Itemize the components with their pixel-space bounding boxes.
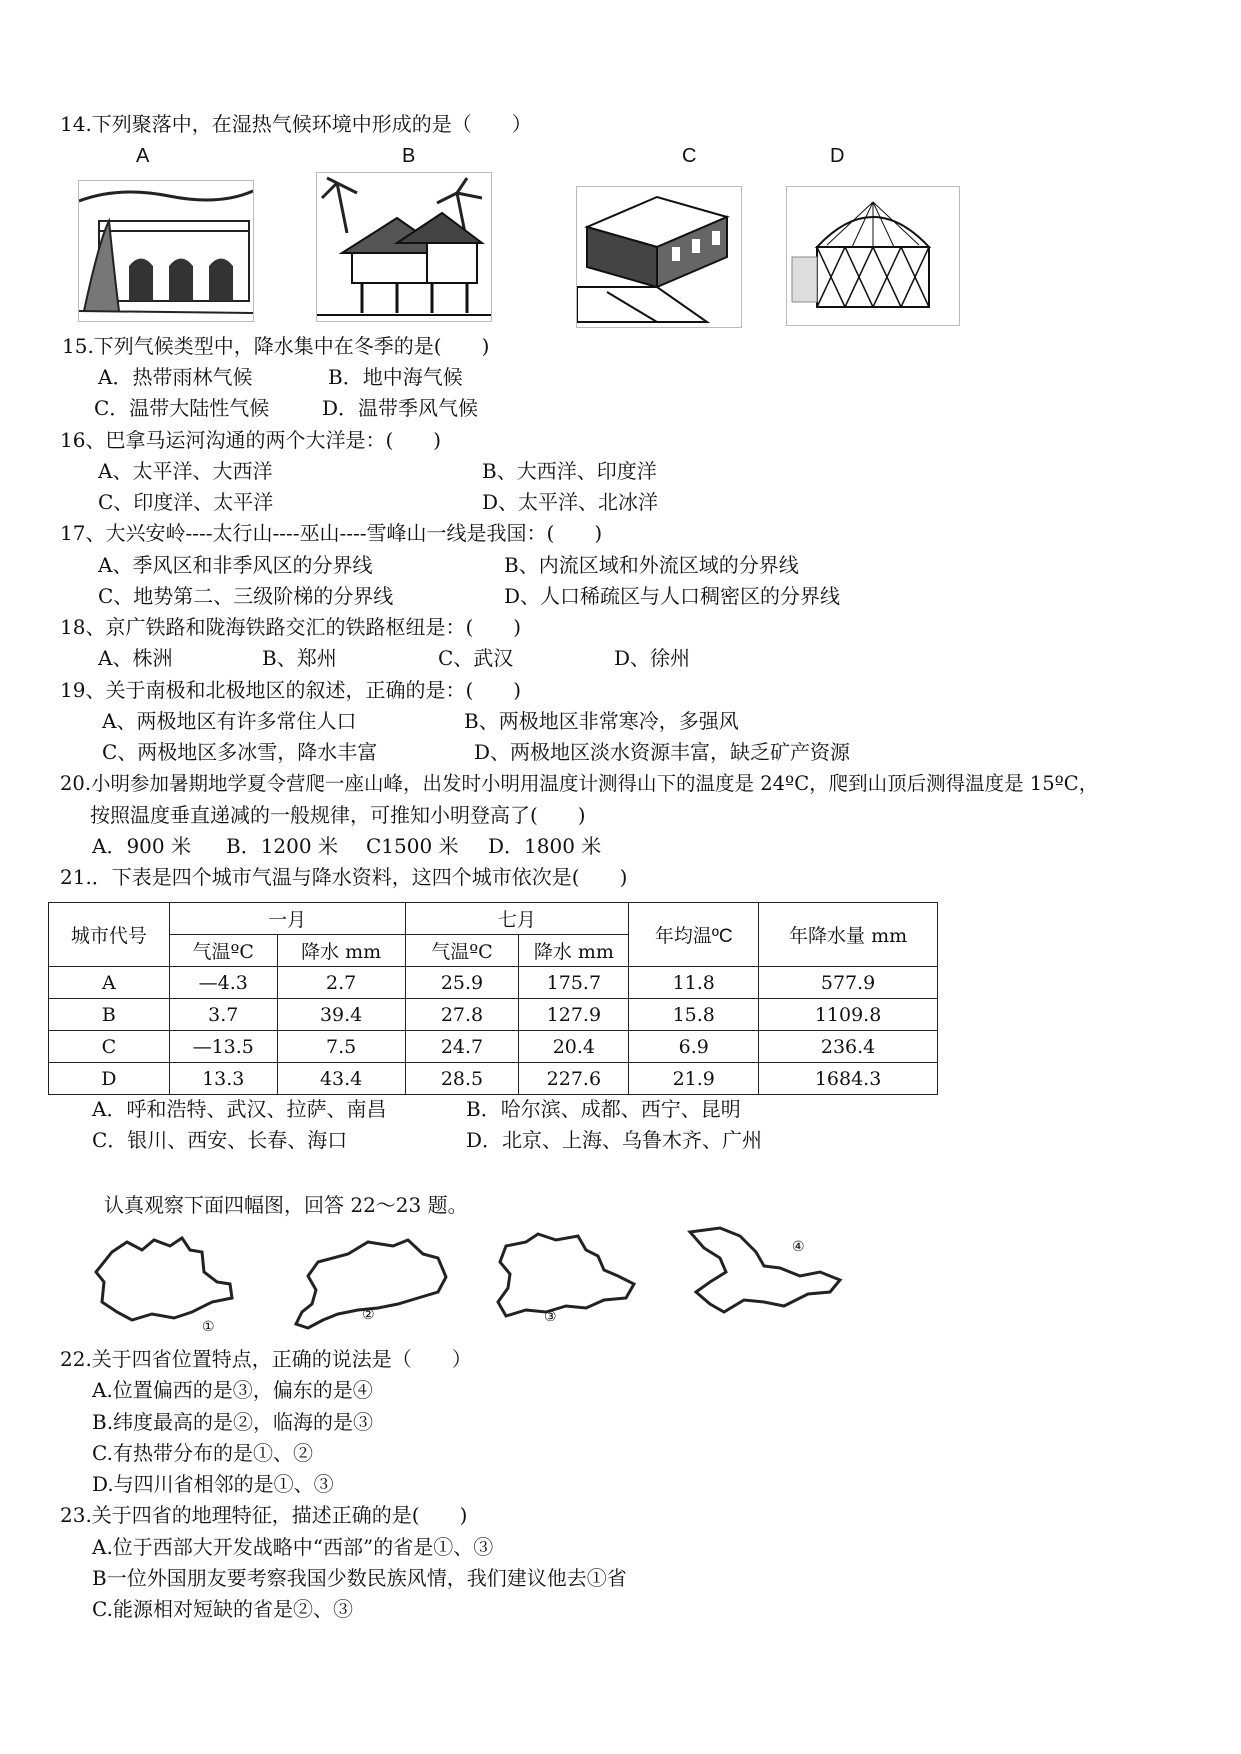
q15-opt-a: A．热带雨林气候 bbox=[98, 365, 253, 389]
q16-opt-d: D、太平洋、北冰洋 bbox=[482, 490, 659, 514]
table-cell: 127.9 bbox=[519, 999, 629, 1031]
q18-opt-a: A、株洲 bbox=[98, 646, 173, 670]
q23-text: 23.关于四省的地理特征，描述正确的是( ) bbox=[60, 1503, 468, 1527]
table-cell: 7.5 bbox=[277, 1031, 405, 1063]
cave-dwelling-picture bbox=[78, 180, 254, 322]
table-cell: 43.4 bbox=[277, 1063, 405, 1095]
maps-intro: 认真观察下面四幅图，回答 22～23 题。 bbox=[104, 1193, 468, 1217]
q22-opt-c: C.有热带分布的是①、② bbox=[92, 1441, 313, 1465]
q20-opt-d: D．1800 米 bbox=[488, 834, 602, 858]
table-cell: 1684.3 bbox=[759, 1063, 938, 1095]
q18-text: 18、京广铁路和陇海铁路交汇的铁路枢纽是：( ) bbox=[60, 615, 522, 639]
q18-opt-c: C、武汉 bbox=[438, 646, 514, 670]
province-number-3: ③ bbox=[544, 1309, 557, 1325]
table-cell: 13.3 bbox=[169, 1063, 277, 1095]
q17-opt-d: D、人口稀疏区与人口稠密区的分界线 bbox=[504, 584, 841, 608]
table-cell: —13.5 bbox=[169, 1031, 277, 1063]
q19-opt-a: A、两极地区有许多常住人口 bbox=[102, 709, 357, 733]
q14-text: 14.下列聚落中，在湿热气候环境中形成的是（ ） bbox=[60, 112, 532, 136]
header-jul-temp: 气温ºC bbox=[405, 935, 519, 967]
q19-text: 19、关于南极和北极地区的叙述，正确的是：( ) bbox=[60, 678, 522, 702]
table-cell: D bbox=[49, 1063, 170, 1095]
q17-opt-c: C、地势第二、三级阶梯的分界线 bbox=[98, 584, 394, 608]
province-number-4: ④ bbox=[792, 1239, 805, 1255]
q18-opt-d: D、徐州 bbox=[614, 646, 691, 670]
province-map-1 bbox=[92, 1232, 242, 1332]
q20-opt-b: B．1200 米 bbox=[226, 834, 338, 858]
table-header-row bbox=[49, 903, 938, 935]
header-jul-prec: 降水 mm bbox=[519, 935, 629, 967]
q19-opt-d: D、两极地区淡水资源丰富，缺乏矿产资源 bbox=[474, 740, 851, 764]
table-cell: 577.9 bbox=[759, 967, 938, 999]
q22-opt-d: D.与四川省相邻的是①、③ bbox=[92, 1472, 334, 1496]
table-cell: 20.4 bbox=[519, 1031, 629, 1063]
q15-opt-d: D．温带季风气候 bbox=[322, 396, 479, 420]
table-cell: 236.4 bbox=[759, 1031, 938, 1063]
q23-opt-a: A.位于西部大开发战略中“西部”的省是①、③ bbox=[92, 1535, 494, 1559]
q21-opt-d: D．北京、上海、乌鲁木齐、广州 bbox=[466, 1128, 763, 1152]
table-cell: 25.9 bbox=[405, 967, 519, 999]
q15-text: 15.下列气候类型中，降水集中在冬季的是( ) bbox=[62, 334, 490, 358]
q20-text: 20.小明参加暑期地学夏令营爬一座山峰，出发时小明用温度计测得山下的温度是 24ºC，爬到山顶后测得温度是 15ºC， bbox=[60, 772, 1099, 795]
q16-opt-b: B、大西洋、印度洋 bbox=[482, 459, 657, 483]
table-cell: 15.8 bbox=[629, 999, 759, 1031]
header-jan-temp: 气温ºC bbox=[169, 935, 277, 967]
stilt-house-picture bbox=[316, 172, 492, 322]
q15-opt-c: C．温带大陆性气候 bbox=[94, 396, 270, 420]
q21-opt-a: A．呼和浩特、武汉、拉萨、南昌 bbox=[92, 1097, 387, 1121]
q21-opt-c: C．银川、西安、长春、海口 bbox=[92, 1128, 348, 1152]
table-cell: 21.9 bbox=[629, 1063, 759, 1095]
q17-text: 17、大兴安岭----太行山----巫山----雪峰山一线是我国：( ) bbox=[60, 521, 603, 545]
province-number-2: ② bbox=[362, 1307, 375, 1323]
q20-opt-c: C1500 米 bbox=[366, 834, 459, 858]
header-july: 七月 bbox=[405, 903, 629, 935]
province-map-4 bbox=[680, 1222, 850, 1322]
q14-label-d: D bbox=[830, 145, 845, 167]
table-cell: 6.9 bbox=[629, 1031, 759, 1063]
q16-text: 16、巴拿马运河沟通的两个大洋是：( ) bbox=[60, 428, 442, 452]
courtyard-house-picture bbox=[576, 186, 742, 328]
q21-opt-b: B．哈尔滨、成都、西宁、昆明 bbox=[466, 1097, 741, 1121]
table-cell: 1109.8 bbox=[759, 999, 938, 1031]
table-cell: 175.7 bbox=[519, 967, 629, 999]
table-cell: 3.7 bbox=[169, 999, 277, 1031]
province-map-3 bbox=[486, 1226, 646, 1326]
table-cell: 227.6 bbox=[519, 1063, 629, 1095]
q18-opt-b: B、郑州 bbox=[262, 646, 337, 670]
climate-table bbox=[48, 902, 938, 1095]
q22-opt-b: B.纬度最高的是②，临海的是③ bbox=[92, 1410, 374, 1434]
table-cell: 24.7 bbox=[405, 1031, 519, 1063]
header-annual-temp: 年均温ºC bbox=[629, 903, 759, 967]
q17-opt-a: A、季风区和非季风区的分界线 bbox=[98, 553, 373, 577]
q23-opt-b: B一位外国朋友要考察我国少数民族风情，我们建议他去①省 bbox=[92, 1566, 627, 1590]
q20-opt-a: A．900 米 bbox=[92, 834, 191, 858]
q19-opt-c: C、两极地区多冰雪，降水丰富 bbox=[102, 740, 378, 764]
table-cell: C bbox=[49, 1031, 170, 1063]
table-cell: A bbox=[49, 967, 170, 999]
q14-label-a: A bbox=[136, 145, 150, 167]
q22-opt-a: A.位置偏西的是③，偏东的是④ bbox=[92, 1378, 373, 1402]
table-cell: 11.8 bbox=[629, 967, 759, 999]
yurt-picture bbox=[786, 186, 960, 326]
table-row bbox=[49, 999, 938, 1031]
q20-text-2: 按照温度垂直递减的一般规律，可推知小明登高了( ) bbox=[90, 803, 586, 827]
q15-opt-b: B．地中海气候 bbox=[328, 365, 463, 389]
q23-opt-c: C.能源相对短缺的省是②、③ bbox=[92, 1597, 353, 1621]
table-cell: 27.8 bbox=[405, 999, 519, 1031]
q22-text: 22.关于四省位置特点，正确的说法是（ ） bbox=[60, 1347, 472, 1371]
q14-label-c: C bbox=[682, 145, 697, 167]
q16-opt-a: A、太平洋、大西洋 bbox=[98, 459, 273, 483]
header-annual-rain: 年降水量 mm bbox=[759, 903, 938, 967]
table-cell: —4.3 bbox=[169, 967, 277, 999]
q19-opt-b: B、两极地区非常寒冷，多强风 bbox=[464, 709, 739, 733]
table-cell: 28.5 bbox=[405, 1063, 519, 1095]
province-number-1: ① bbox=[202, 1319, 215, 1335]
q21-text: 21.．下表是四个城市气温与降水资料，这四个城市依次是( ) bbox=[60, 865, 628, 889]
q16-opt-c: C、印度洋、太平洋 bbox=[98, 490, 274, 514]
table-row bbox=[49, 967, 938, 999]
table-cell: 39.4 bbox=[277, 999, 405, 1031]
table-cell: B bbox=[49, 999, 170, 1031]
table-row bbox=[49, 1063, 938, 1095]
table-cell: 2.7 bbox=[277, 967, 405, 999]
header-city-code: 城市代号 bbox=[49, 903, 170, 967]
q14-label-b: B bbox=[402, 145, 416, 167]
header-jan-prec: 降水 mm bbox=[277, 935, 405, 967]
header-january: 一月 bbox=[169, 903, 405, 935]
q17-opt-b: B、内流区域和外流区域的分界线 bbox=[504, 553, 799, 577]
table-row bbox=[49, 1031, 938, 1063]
